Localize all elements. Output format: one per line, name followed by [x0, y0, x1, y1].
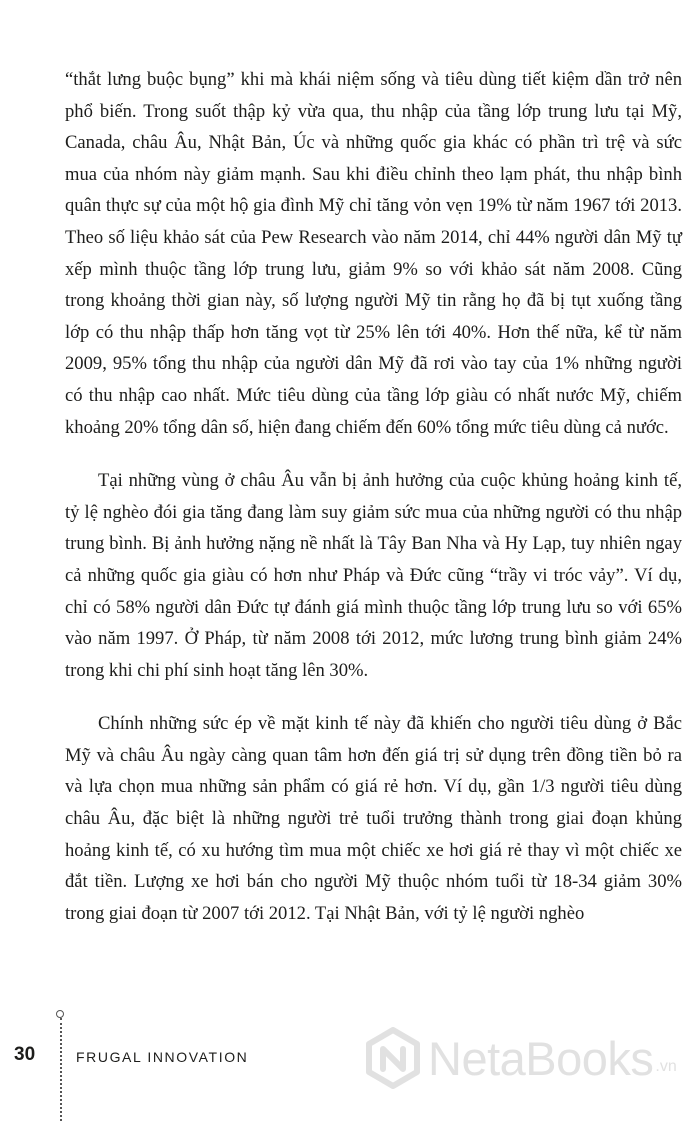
footer-ring-ornament: [56, 1010, 64, 1018]
watermark-domain: .vn: [655, 1058, 677, 1075]
running-title: FRUGAL INNOVATION: [76, 1049, 249, 1065]
page-number: 30: [14, 1044, 36, 1065]
n-logo-icon: [362, 1027, 424, 1089]
footer-divider: [60, 1018, 62, 1121]
body-text: [65, 64, 682, 929]
watermark: [362, 1018, 692, 1098]
paragraph-2: Tại những vùng ở châu Âu vẫn bị ảnh hưởng của cuộc khủng hoảng kinh tế, tỷ lệ nghèo đói gia tăng đang làm suy giảm sức mua của những người có thu nhập trung bình. Bị ảnh hưởng nặng nề nhất là Tây Ban Nha và Hy Lạp, tuy nhiên ngay cả những quốc gia giàu có hơn như Pháp và Đức cũng “trầy vi tróc vảy”. Ví dụ, chỉ có 58% người dân Đức tự đánh giá mình thuộc tầng lớp trung lưu so với 65% vào năm 1997. Ở Pháp, từ năm 2008 tới 2012, mức lương trung bình giảm 24% trong khi chi phí sinh hoạt tăng lên 30%.: [65, 470, 682, 681]
paragraph-1: “thắt lưng buộc bụng” khi mà khái niệm sống và tiêu dùng tiết kiệm dần trở nên phổ biến. Trong suốt thập kỷ vừa qua, thu nhập của tầng lớp trung lưu tại Mỹ, Canada, châu Âu, Nhật Bản, Úc và những quốc gia khác có phần trì trệ và sức mua của nhóm này giảm mạnh. Sau khi điều chỉnh theo lạm phát, thu nhập bình quân thực sự của một hộ gia đình Mỹ chỉ tăng vỏn vẹn 19% từ năm 1967 tới 2013. Theo số liệu khảo sát của Pew Research vào năm 2014, chỉ 44% người dân Mỹ tự xếp mình thuộc tầng lớp trung lưu, giảm 9% so với khảo sát năm 2008. Cũng trong khoảng thời gian này, số lượng người Mỹ tin rằng họ đã bị tụt xuống tầng lớp có thu nhập thấp hơn tăng vọt từ 25% lên tới 40%. Hơn thế nữa, kể từ năm 2009, 95% tổng thu nhập của người dân Mỹ đã rơi vào tay của 1% những người có thu nhập cao nhất. Mức tiêu dùng của tầng lớp giàu có nhất nước Mỹ, chiếm khoảng 20% tổng dân số, hiện đang chiếm đến 60% tổng mức tiêu dùng cả nước.: [65, 69, 682, 438]
paragraph-3: Chính những sức ép về mặt kinh tế này đã khiến cho người tiêu dùng ở Bắc Mỹ và châu Âu ngày càng quan tâm hơn đến giá trị sử dụng trên đồng tiền bỏ ra và lựa chọn mua những sản phẩm có giá rẻ hơn. Ví dụ, gần 1/3 người tiêu dùng châu Âu, đặc biệt là những người trẻ tuổi trưởng thành trong giai đoạn khủng hoảng kinh tế, có xu hướng tìm mua một chiếc xe hơi giá rẻ thay vì một chiếc xe đắt tiền. Lượng xe hơi bán cho người Mỹ thuộc nhóm tuổi từ 18-34 giảm 30% trong giai đoạn từ 2007 tới 2012. Tại Nhật Bản, với tỷ lệ người nghèo: [65, 713, 682, 924]
watermark-brand: NetaBooks: [428, 1031, 654, 1085]
